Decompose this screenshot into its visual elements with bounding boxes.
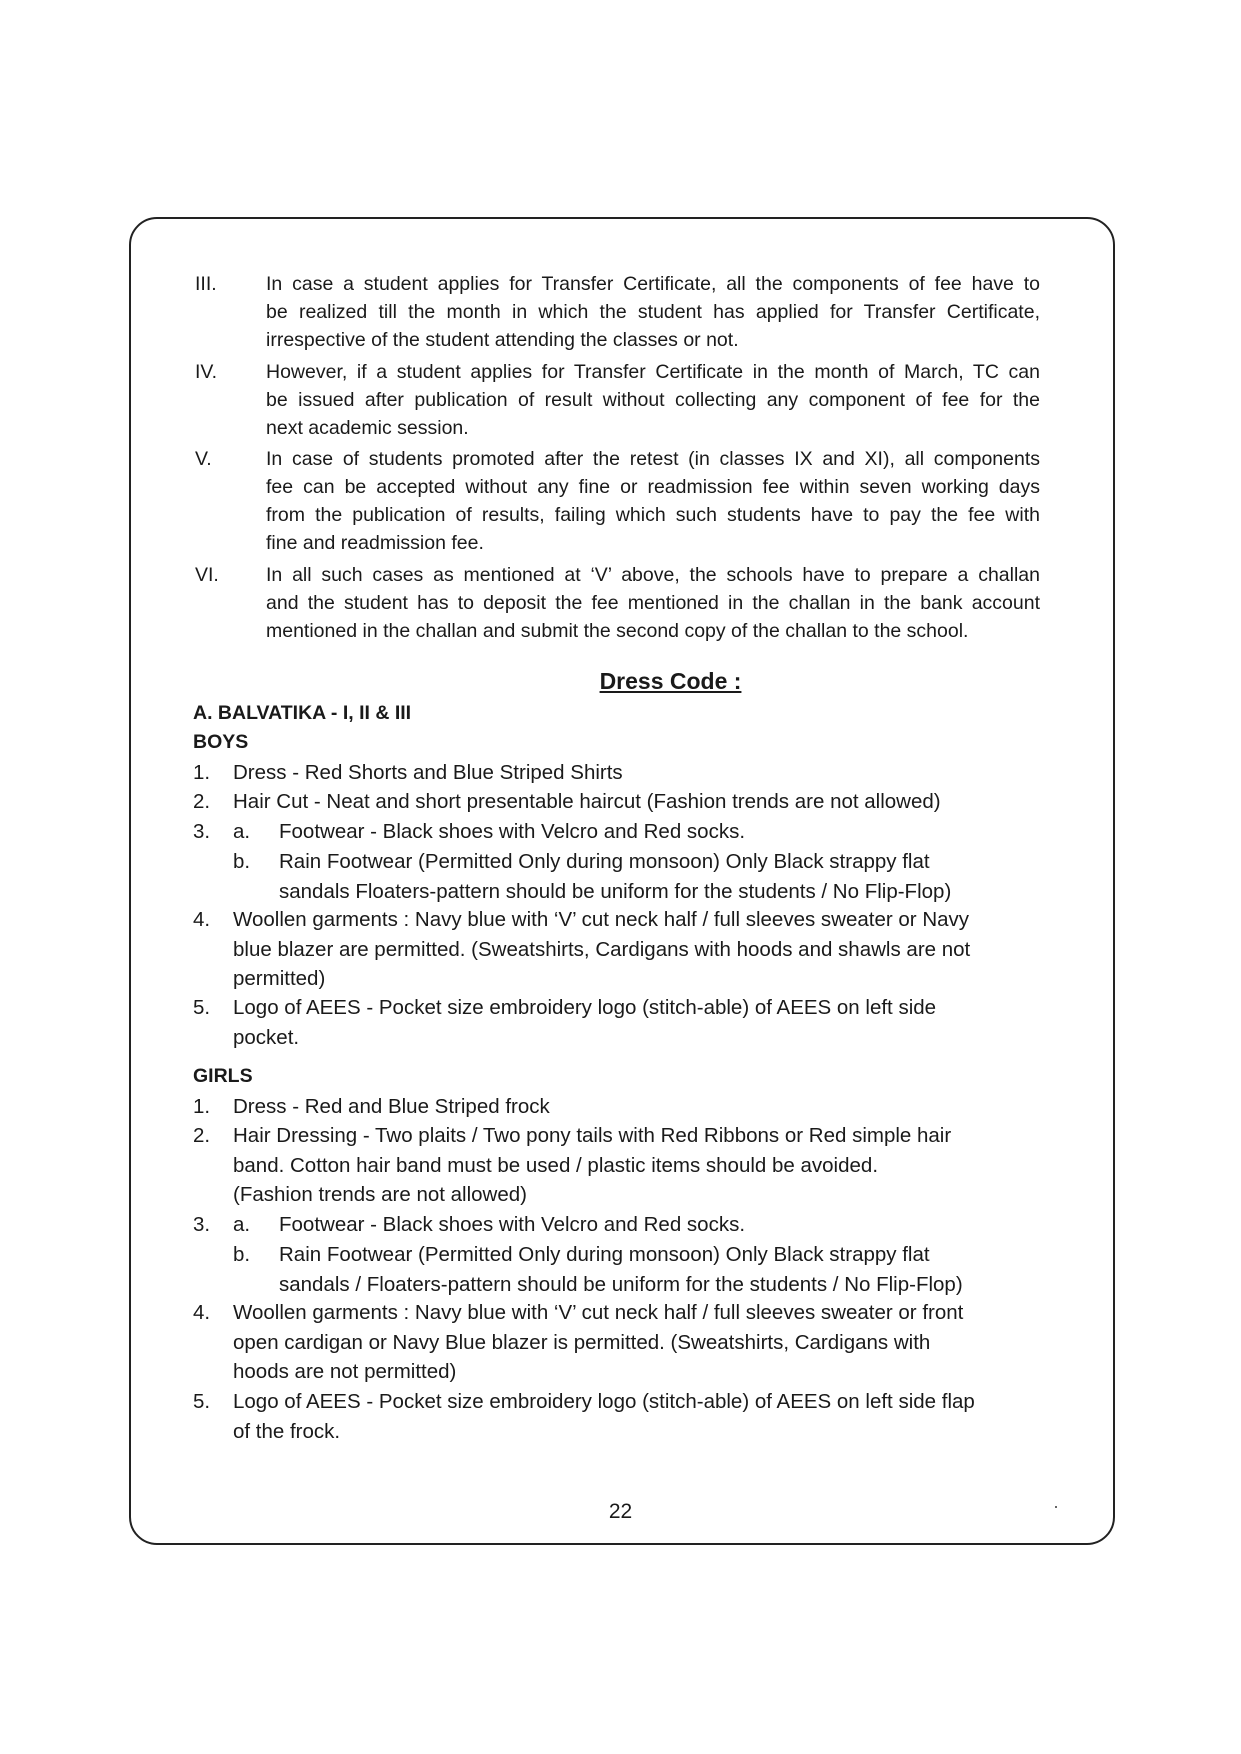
boys-heading: BOYS bbox=[193, 731, 249, 753]
boys-item-text bbox=[233, 758, 1053, 788]
girls-item-line: Dress - Red and Blue Striped frock bbox=[233, 1095, 550, 1118]
girls-item-number: 3. bbox=[193, 1213, 211, 1236]
fee-rule-line: and the student has to deposit the fee mentioned in the challan in the bank account bbox=[266, 592, 1040, 614]
fee-rule-line: fine and readmission fee. bbox=[266, 532, 484, 554]
fee-rule-number: III. bbox=[195, 273, 217, 295]
girls-subitem-letter: a. bbox=[233, 1213, 251, 1236]
girls-item-line: sandals / Floaters-pattern should be uniform for the students / No Flip-Flop) bbox=[279, 1272, 963, 1296]
fee-rule-number: VI. bbox=[195, 564, 219, 586]
fee-rule-line: next academic session. bbox=[266, 417, 469, 439]
corner-mark bbox=[1055, 1506, 1057, 1508]
fee-rule-text bbox=[266, 561, 1040, 645]
boys-item-number: 4. bbox=[193, 908, 211, 931]
boys-item-number: 1. bbox=[193, 761, 211, 784]
girls-item-text bbox=[233, 1387, 1053, 1446]
boys-item-line: Footwear - Black shoes with Velcro and Red socks. bbox=[279, 820, 746, 843]
boys-item-line: Woollen garments : Navy blue with ‘V’ cut neck half / full sleeves sweater or Navy bbox=[233, 908, 970, 931]
girls-item-text bbox=[233, 1092, 1053, 1122]
fee-rule-line: In all such cases as mentioned at ‘V’ above, the schools have to prepare a challan bbox=[266, 564, 1040, 586]
fee-rule-text bbox=[266, 445, 1040, 557]
boys-item-number: 2. bbox=[193, 790, 211, 813]
boys-item-line: Rain Footwear (Permitted Only during monsoon) Only Black strappy flat bbox=[279, 850, 930, 873]
boys-item-line: blue blazer are permitted. (Sweatshirts, Cardigans with hoods and shawls are not bbox=[233, 937, 971, 961]
boys-item-line: Logo of AEES - Pocket size embroidery logo (stitch-able) of AEES on left side bbox=[233, 996, 937, 1019]
fee-rule-line: In case a student applies for Transfer Certificate, all the components of fee have to bbox=[266, 273, 1040, 295]
boys-item-number: 5. bbox=[193, 996, 211, 1019]
girls-item-line: of the frock. bbox=[233, 1419, 341, 1443]
boys-item-text bbox=[233, 787, 1053, 817]
section-a-heading: A. BALVATIKA - I, II & III bbox=[193, 702, 412, 724]
fee-rule-line: fee can be accepted without any fine or readmission fee within seven working days bbox=[266, 476, 1040, 498]
fee-rule-line: be realized till the month in which the student has applied for Transfer Certificate, bbox=[266, 301, 1040, 323]
fee-rule-line: However, if a student applies for Transfer Certificate in the month of March, TC can bbox=[266, 361, 1040, 383]
dress-code-title: Dress Code : bbox=[599, 668, 742, 694]
girls-item-line: Rain Footwear (Permitted Only during monsoon) Only Black strappy flat bbox=[279, 1243, 930, 1266]
girls-item-text bbox=[279, 1240, 1059, 1299]
girls-item-line: Woollen garments : Navy blue with ‘V’ cut neck half / full sleeves sweater or front bbox=[233, 1301, 964, 1324]
girls-item-line: band. Cotton hair band must be used / plastic items should be avoided. bbox=[233, 1153, 879, 1177]
boys-item-text bbox=[233, 905, 1053, 994]
girls-item-line: hoods are not permitted) bbox=[233, 1360, 457, 1383]
fee-rule-line: mentioned in the challan and submit the second copy of the challan to the school. bbox=[266, 620, 969, 642]
girls-item-text bbox=[233, 1121, 1053, 1210]
boys-subitem-letter: a. bbox=[233, 820, 251, 843]
girls-item-number: 4. bbox=[193, 1301, 211, 1324]
boys-item-line: Hair Cut - Neat and short presentable haircut (Fashion trends are not allowed) bbox=[233, 790, 941, 813]
girls-item-line: Hair Dressing - Two plaits / Two pony tails with Red Ribbons or Red simple hair bbox=[233, 1124, 952, 1147]
girls-item-text bbox=[233, 1298, 1053, 1387]
boys-item-text bbox=[233, 993, 1053, 1052]
boys-item-text bbox=[279, 847, 1059, 906]
girls-item-number: 1. bbox=[193, 1095, 211, 1118]
fee-rule-number: IV. bbox=[195, 361, 218, 383]
fee-rule-text bbox=[266, 358, 1040, 442]
fee-rule-line: be issued after publication of result without collecting any component of fee for the bbox=[266, 389, 1040, 411]
girls-item-line: Footwear - Black shoes with Velcro and Red socks. bbox=[279, 1213, 746, 1236]
girls-subitem-letter: b. bbox=[233, 1243, 251, 1266]
boys-item-line: sandals Floaters-pattern should be uniform for the students / No Flip-Flop) bbox=[279, 879, 952, 903]
fee-rule-number: V. bbox=[195, 448, 212, 470]
fee-rule-line: from the publication of results, failing which such students have to pay the fee with bbox=[266, 504, 1040, 526]
girls-item-number: 2. bbox=[193, 1124, 211, 1147]
girls-item-line: open cardigan or Navy Blue blazer is permitted. (Sweatshirts, Cardigans with bbox=[233, 1330, 931, 1354]
fee-rule-line: In case of students promoted after the retest (in classes IX and XI), all components bbox=[266, 448, 1040, 470]
boys-item-line: Dress - Red Shorts and Blue Striped Shirts bbox=[233, 761, 623, 784]
boys-item-number: 3. bbox=[193, 820, 211, 843]
girls-item-text bbox=[279, 1210, 1059, 1240]
boys-subitem-letter: b. bbox=[233, 850, 251, 873]
boys-item-line: pocket. bbox=[233, 1025, 300, 1049]
girls-item-number: 5. bbox=[193, 1390, 211, 1413]
fee-rule-text bbox=[266, 270, 1040, 354]
girls-item-line: (Fashion trends are not allowed) bbox=[233, 1183, 527, 1206]
girls-heading: GIRLS bbox=[193, 1065, 253, 1087]
boys-item-line: permitted) bbox=[233, 967, 326, 990]
page-number: 22 bbox=[608, 1500, 633, 1523]
girls-item-line: Logo of AEES - Pocket size embroidery logo (stitch-able) of AEES on left side flap bbox=[233, 1390, 975, 1413]
fee-rule-line: irrespective of the student attending the classes or not. bbox=[266, 329, 739, 351]
boys-item-text bbox=[279, 817, 1059, 847]
